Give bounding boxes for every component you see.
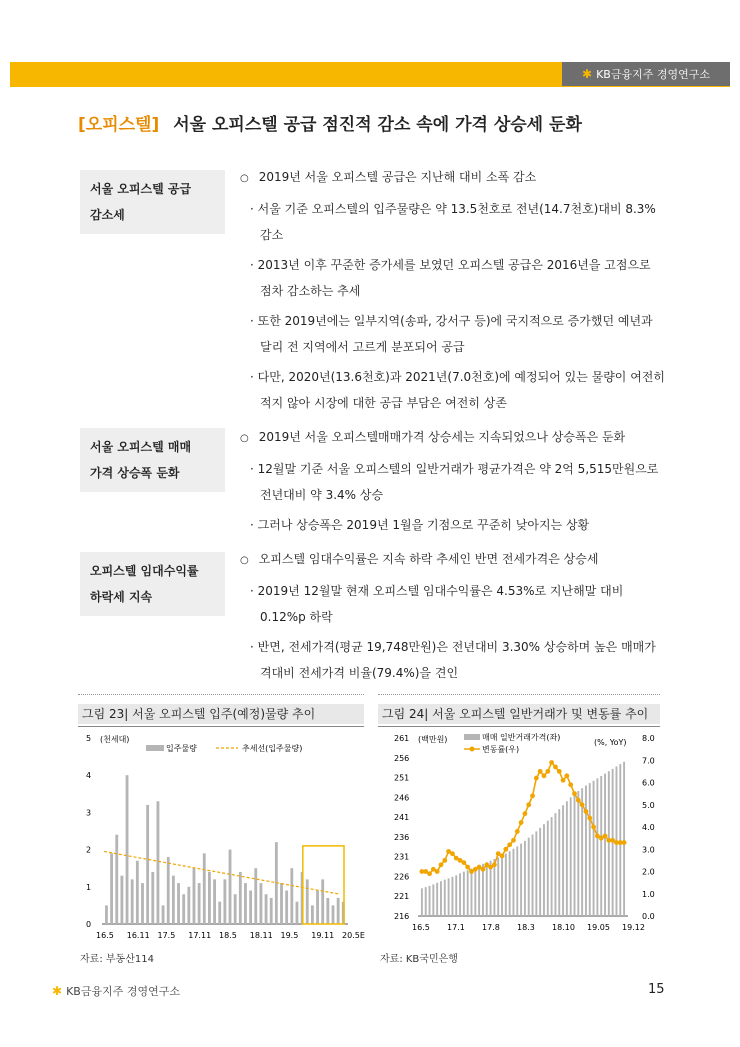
change-rate-point — [492, 862, 497, 867]
header-brand-label: KB금융지주 경영연구소 — [596, 68, 710, 81]
bar — [110, 853, 113, 924]
bar — [234, 894, 237, 924]
x-tick-label: 17.5 — [157, 931, 176, 940]
bullet-item: · 다만, 2020년(13.6천호)과 2021년(7.0천호)에 예정되어 있는 물량이 여전히 적지 않아 시장에 대한 공급 부담은 여전히 상존 — [240, 364, 666, 416]
x-tick-label: 17.8 — [482, 923, 500, 932]
bar — [532, 835, 534, 916]
left-tick-label: 251 — [394, 773, 410, 783]
bar — [554, 813, 556, 916]
bar — [543, 824, 545, 916]
left-tick-label: 231 — [394, 852, 410, 862]
legend-swatch-bar — [146, 745, 164, 751]
bar — [285, 891, 288, 924]
right-tick-label: 3.0 — [642, 845, 655, 855]
bar — [513, 849, 515, 916]
left-tick-label: 226 — [394, 872, 410, 882]
fig24-legend — [464, 732, 560, 754]
change-rate-point — [515, 829, 520, 834]
side-label-line: 서울 오피스텔 매매 — [90, 440, 192, 454]
bar — [520, 844, 522, 916]
bar — [239, 872, 242, 924]
right-tick-label: 8.0 — [642, 734, 655, 743]
fig24-title: 그림 24| 서울 오피스텔 일반거래가 및 변동률 추이 — [378, 704, 660, 724]
bar — [623, 762, 625, 916]
bar — [516, 846, 518, 916]
fig23-title-rule — [78, 726, 364, 727]
fig23-unit: (천세대) — [100, 735, 130, 744]
y-tick-label: 2 — [86, 845, 92, 855]
bar — [501, 855, 503, 916]
left-tick-label: 236 — [394, 832, 410, 842]
change-rate-point — [538, 769, 543, 774]
bar — [585, 785, 587, 916]
change-rate-point — [587, 816, 592, 821]
change-rate-point — [511, 838, 516, 843]
bar — [172, 876, 175, 924]
change-rate-point — [557, 769, 562, 774]
change-rate-point — [442, 858, 447, 863]
bar — [421, 888, 423, 916]
bar — [182, 894, 185, 924]
bullet-item: · 2019년 12월말 현재 오피스텔 임대수익률은 4.53%로 지난해말 대비 0.12%p 하락 — [240, 578, 666, 630]
fig24-right-unit: (%, YoY) — [594, 738, 627, 747]
x-tick-label: 18.5 — [219, 931, 237, 940]
section-yield — [240, 546, 666, 686]
side-label-line: 감소세 — [90, 208, 125, 222]
bullet-item: · 반면, 전세가격(평균 19,748만원)은 전년대비 3.30% 상승하며 높은 매매가격대비 전세가격 비율(79.4%)을 견인 — [240, 634, 666, 686]
change-rate-point — [461, 860, 466, 865]
x-tick-label: 18.10 — [552, 923, 575, 932]
side-label-supply — [80, 170, 225, 234]
page-number: 15 — [648, 982, 665, 997]
legend-label: 매매 일반거래가격(좌) — [482, 733, 561, 742]
x-tick-label: 19.12 — [622, 923, 645, 932]
bar — [600, 776, 602, 916]
bar — [524, 841, 526, 916]
bar — [136, 861, 139, 924]
bar — [203, 853, 206, 924]
bar — [444, 880, 446, 916]
right-tick-label: 6.0 — [642, 778, 655, 788]
change-rate-point — [549, 760, 554, 765]
y-tick-label: 5 — [86, 734, 92, 743]
right-tick-label: 2.0 — [642, 867, 655, 877]
footer-brand — [52, 983, 180, 999]
change-rate-point — [519, 820, 524, 825]
bar — [459, 873, 461, 916]
fig24-source: 자료: KB국민은행 — [380, 954, 458, 965]
change-rate-point — [591, 825, 596, 830]
change-rate-point — [439, 862, 444, 867]
bar — [497, 857, 499, 916]
bar — [270, 898, 273, 924]
side-label-line: 가격 상승폭 둔화 — [90, 466, 180, 480]
bar — [208, 872, 211, 924]
bar — [558, 809, 560, 916]
change-rate-point — [580, 802, 585, 807]
bar — [198, 883, 201, 924]
y-tick-label: 0 — [86, 920, 92, 929]
bar — [254, 868, 257, 924]
bar — [223, 879, 226, 924]
left-tick-label: 261 — [394, 734, 410, 743]
legend-swatch-marker — [470, 747, 475, 752]
fig23-chart — [78, 728, 368, 946]
bar — [115, 835, 118, 924]
change-rate-point — [481, 867, 486, 872]
bar — [539, 828, 541, 916]
bar — [162, 905, 165, 924]
change-rate-point — [545, 769, 550, 774]
bar — [471, 869, 473, 916]
bar — [593, 781, 595, 916]
bar — [425, 887, 427, 916]
bar — [229, 850, 232, 924]
right-tick-label: 7.0 — [642, 756, 655, 766]
footer-brand-label: KB금융지주 경영연구소 — [66, 985, 180, 998]
legend-label: 변동률(우) — [482, 745, 520, 754]
bar — [193, 868, 196, 924]
right-tick-label: 1.0 — [642, 889, 655, 899]
x-tick-label: 19.5 — [280, 931, 299, 940]
fig24-chart — [378, 728, 668, 946]
bar — [596, 778, 598, 916]
bar — [265, 894, 268, 924]
y-tick-label: 4 — [86, 771, 92, 781]
bar — [608, 771, 610, 916]
title-text: 서울 오피스텔 공급 점진적 감소 속에 가격 상승세 둔화 — [173, 115, 582, 135]
change-rate-point — [465, 865, 470, 870]
left-tick-label: 256 — [394, 753, 410, 763]
header-brand — [562, 62, 730, 86]
bar — [547, 821, 549, 916]
bar — [509, 851, 511, 916]
change-rate-point — [427, 871, 432, 876]
section-head: ○ 2019년 서울 오피스텔 공급은 지난해 대비 소폭 감소 — [240, 164, 666, 192]
page-title — [78, 110, 582, 135]
trend-line — [104, 851, 340, 894]
bar — [280, 883, 283, 924]
bar — [432, 884, 434, 916]
bar — [151, 872, 154, 924]
fig23-legend — [146, 743, 302, 753]
x-tick-label: 16.11 — [126, 931, 150, 940]
fig23-source: 자료: 부동산114 — [80, 954, 154, 965]
bar — [332, 905, 335, 924]
bar — [311, 905, 314, 924]
bar — [120, 876, 123, 924]
side-label-line: 하락세 지속 — [90, 590, 153, 604]
change-rate-point — [507, 842, 512, 847]
bar — [455, 875, 457, 916]
change-rate-point — [561, 778, 566, 783]
bar — [157, 801, 160, 924]
fig23-title: 그림 23| 서울 오피스텔 입주(예정)물량 추이 — [78, 704, 364, 724]
bar — [218, 902, 221, 924]
bar — [440, 881, 442, 916]
bar — [505, 854, 507, 916]
section-supply — [240, 164, 666, 416]
bar — [467, 870, 469, 916]
bar — [105, 905, 108, 924]
bar — [619, 764, 621, 916]
x-tick-label: 20.5E — [342, 931, 365, 940]
bar — [337, 898, 340, 924]
bar — [167, 857, 170, 924]
x-tick-label: 16.5 — [412, 923, 430, 932]
bar — [131, 879, 134, 924]
change-rate-point — [622, 840, 627, 845]
bar — [589, 783, 591, 916]
fig23-top-rule — [78, 694, 364, 696]
bar — [290, 868, 293, 924]
change-rate-point — [564, 773, 569, 778]
change-rate-point — [572, 791, 577, 796]
bar — [187, 887, 190, 924]
change-rate-point — [523, 811, 528, 816]
bar — [566, 801, 568, 916]
header-bar — [10, 62, 562, 86]
change-rate-point — [542, 773, 547, 778]
bar — [562, 805, 564, 916]
bar — [259, 883, 262, 924]
section-head: ○ 2019년 서울 오피스텔매매가격 상승세는 지속되었으나 상승폭은 둔화 — [240, 424, 666, 452]
section-price — [240, 424, 666, 538]
change-rate-point — [526, 802, 531, 807]
change-rate-point — [553, 765, 558, 770]
bar — [474, 867, 476, 916]
bullet-item: · 서울 기준 오피스텔의 입주물량은 약 13.5천호로 전년(14.7천호)대비 8.3% 감소 — [240, 196, 666, 248]
change-rate-point — [450, 851, 455, 856]
left-tick-label: 246 — [394, 793, 410, 803]
bar — [244, 883, 247, 924]
bar — [570, 797, 572, 916]
left-tick-label: 221 — [394, 892, 410, 902]
right-tick-label: 4.0 — [642, 823, 655, 832]
bar — [436, 883, 438, 916]
bullet-item: · 12월말 기준 서울 오피스텔의 일반거래가 평균가격은 약 2억 5,515만원으로 전년대비 약 3.4% 상승 — [240, 456, 666, 508]
x-tick-label: 17.11 — [188, 931, 212, 940]
bar — [316, 891, 319, 924]
bullet-item: · 그러나 상승폭은 2019년 1월을 기점으로 꾸준히 낮아지는 상황 — [240, 512, 666, 538]
fig24-top-rule — [378, 694, 660, 696]
bar — [604, 774, 606, 916]
right-tick-label: 0.0 — [642, 912, 655, 921]
side-label-price — [80, 428, 225, 492]
bar — [451, 877, 453, 916]
fig24-title-rule — [378, 726, 660, 727]
right-tick-label: 5.0 — [642, 800, 655, 810]
bar — [306, 879, 309, 924]
bullet-item: · 또한 2019년에는 일부지역(송파, 강서구 등)에 국지적으로 증가했던 예년과 달리 전 지역에서 고르게 분포되어 공급 — [240, 308, 666, 360]
change-rate-point — [568, 782, 573, 787]
side-label-line: 서울 오피스텔 공급 — [90, 182, 192, 196]
bar — [146, 805, 149, 924]
kb-star-icon: ✱ — [582, 67, 593, 81]
bar — [535, 831, 537, 916]
bar — [326, 898, 329, 924]
bar — [493, 859, 495, 916]
x-tick-label: 18.11 — [249, 931, 273, 940]
bar — [429, 886, 431, 916]
y-tick-label: 3 — [86, 808, 92, 818]
bar — [296, 902, 299, 924]
bar — [463, 872, 465, 916]
side-label-yield — [80, 552, 225, 616]
change-rate-point — [534, 776, 539, 781]
bullet-item: · 2013년 이후 꾸준한 증가세를 보였던 오피스텔 공급은 2016년을 고점으로 점차 감소하는 추세 — [240, 252, 666, 304]
bar — [574, 794, 576, 916]
change-rate-point — [435, 869, 440, 874]
legend-swatch-bar — [464, 734, 480, 740]
x-tick-label: 19.05 — [587, 923, 610, 932]
change-rate-point — [500, 854, 505, 859]
bar — [126, 775, 129, 924]
x-tick-label: 19.11 — [311, 931, 335, 940]
change-rate-point — [603, 834, 608, 839]
left-tick-label: 216 — [394, 912, 410, 921]
y-tick-label: 1 — [86, 882, 92, 892]
bar — [486, 862, 488, 916]
legend-label: 입주물량 — [166, 744, 197, 753]
bar — [577, 791, 579, 916]
x-tick-label: 16.5 — [96, 931, 114, 940]
x-tick-label: 17.1 — [447, 923, 465, 932]
left-tick-label: 241 — [394, 813, 410, 823]
legend-label: 추세선(입주물량) — [242, 744, 303, 753]
bar — [528, 838, 530, 916]
bar — [478, 865, 480, 916]
bar — [177, 883, 180, 924]
bar — [249, 891, 252, 924]
change-rate-point — [576, 798, 581, 803]
side-label-line: 오피스텔 임대수익률 — [90, 564, 199, 578]
change-rate-point — [530, 793, 535, 798]
bar — [448, 878, 450, 916]
bar — [141, 883, 144, 924]
title-tag: [오피스텔] — [78, 115, 160, 135]
bar — [551, 817, 553, 916]
section-head: ○ 오피스텔 임대수익률은 지속 하락 추세인 반면 전세가격은 상승세 — [240, 546, 666, 574]
fig24-left-unit: (백만원) — [418, 735, 448, 744]
bar — [213, 879, 216, 924]
x-tick-label: 18.3 — [517, 923, 535, 932]
kb-star-icon: ✱ — [52, 984, 63, 998]
bar — [321, 879, 324, 924]
change-rate-point — [584, 809, 589, 814]
change-rate-point — [503, 847, 508, 852]
